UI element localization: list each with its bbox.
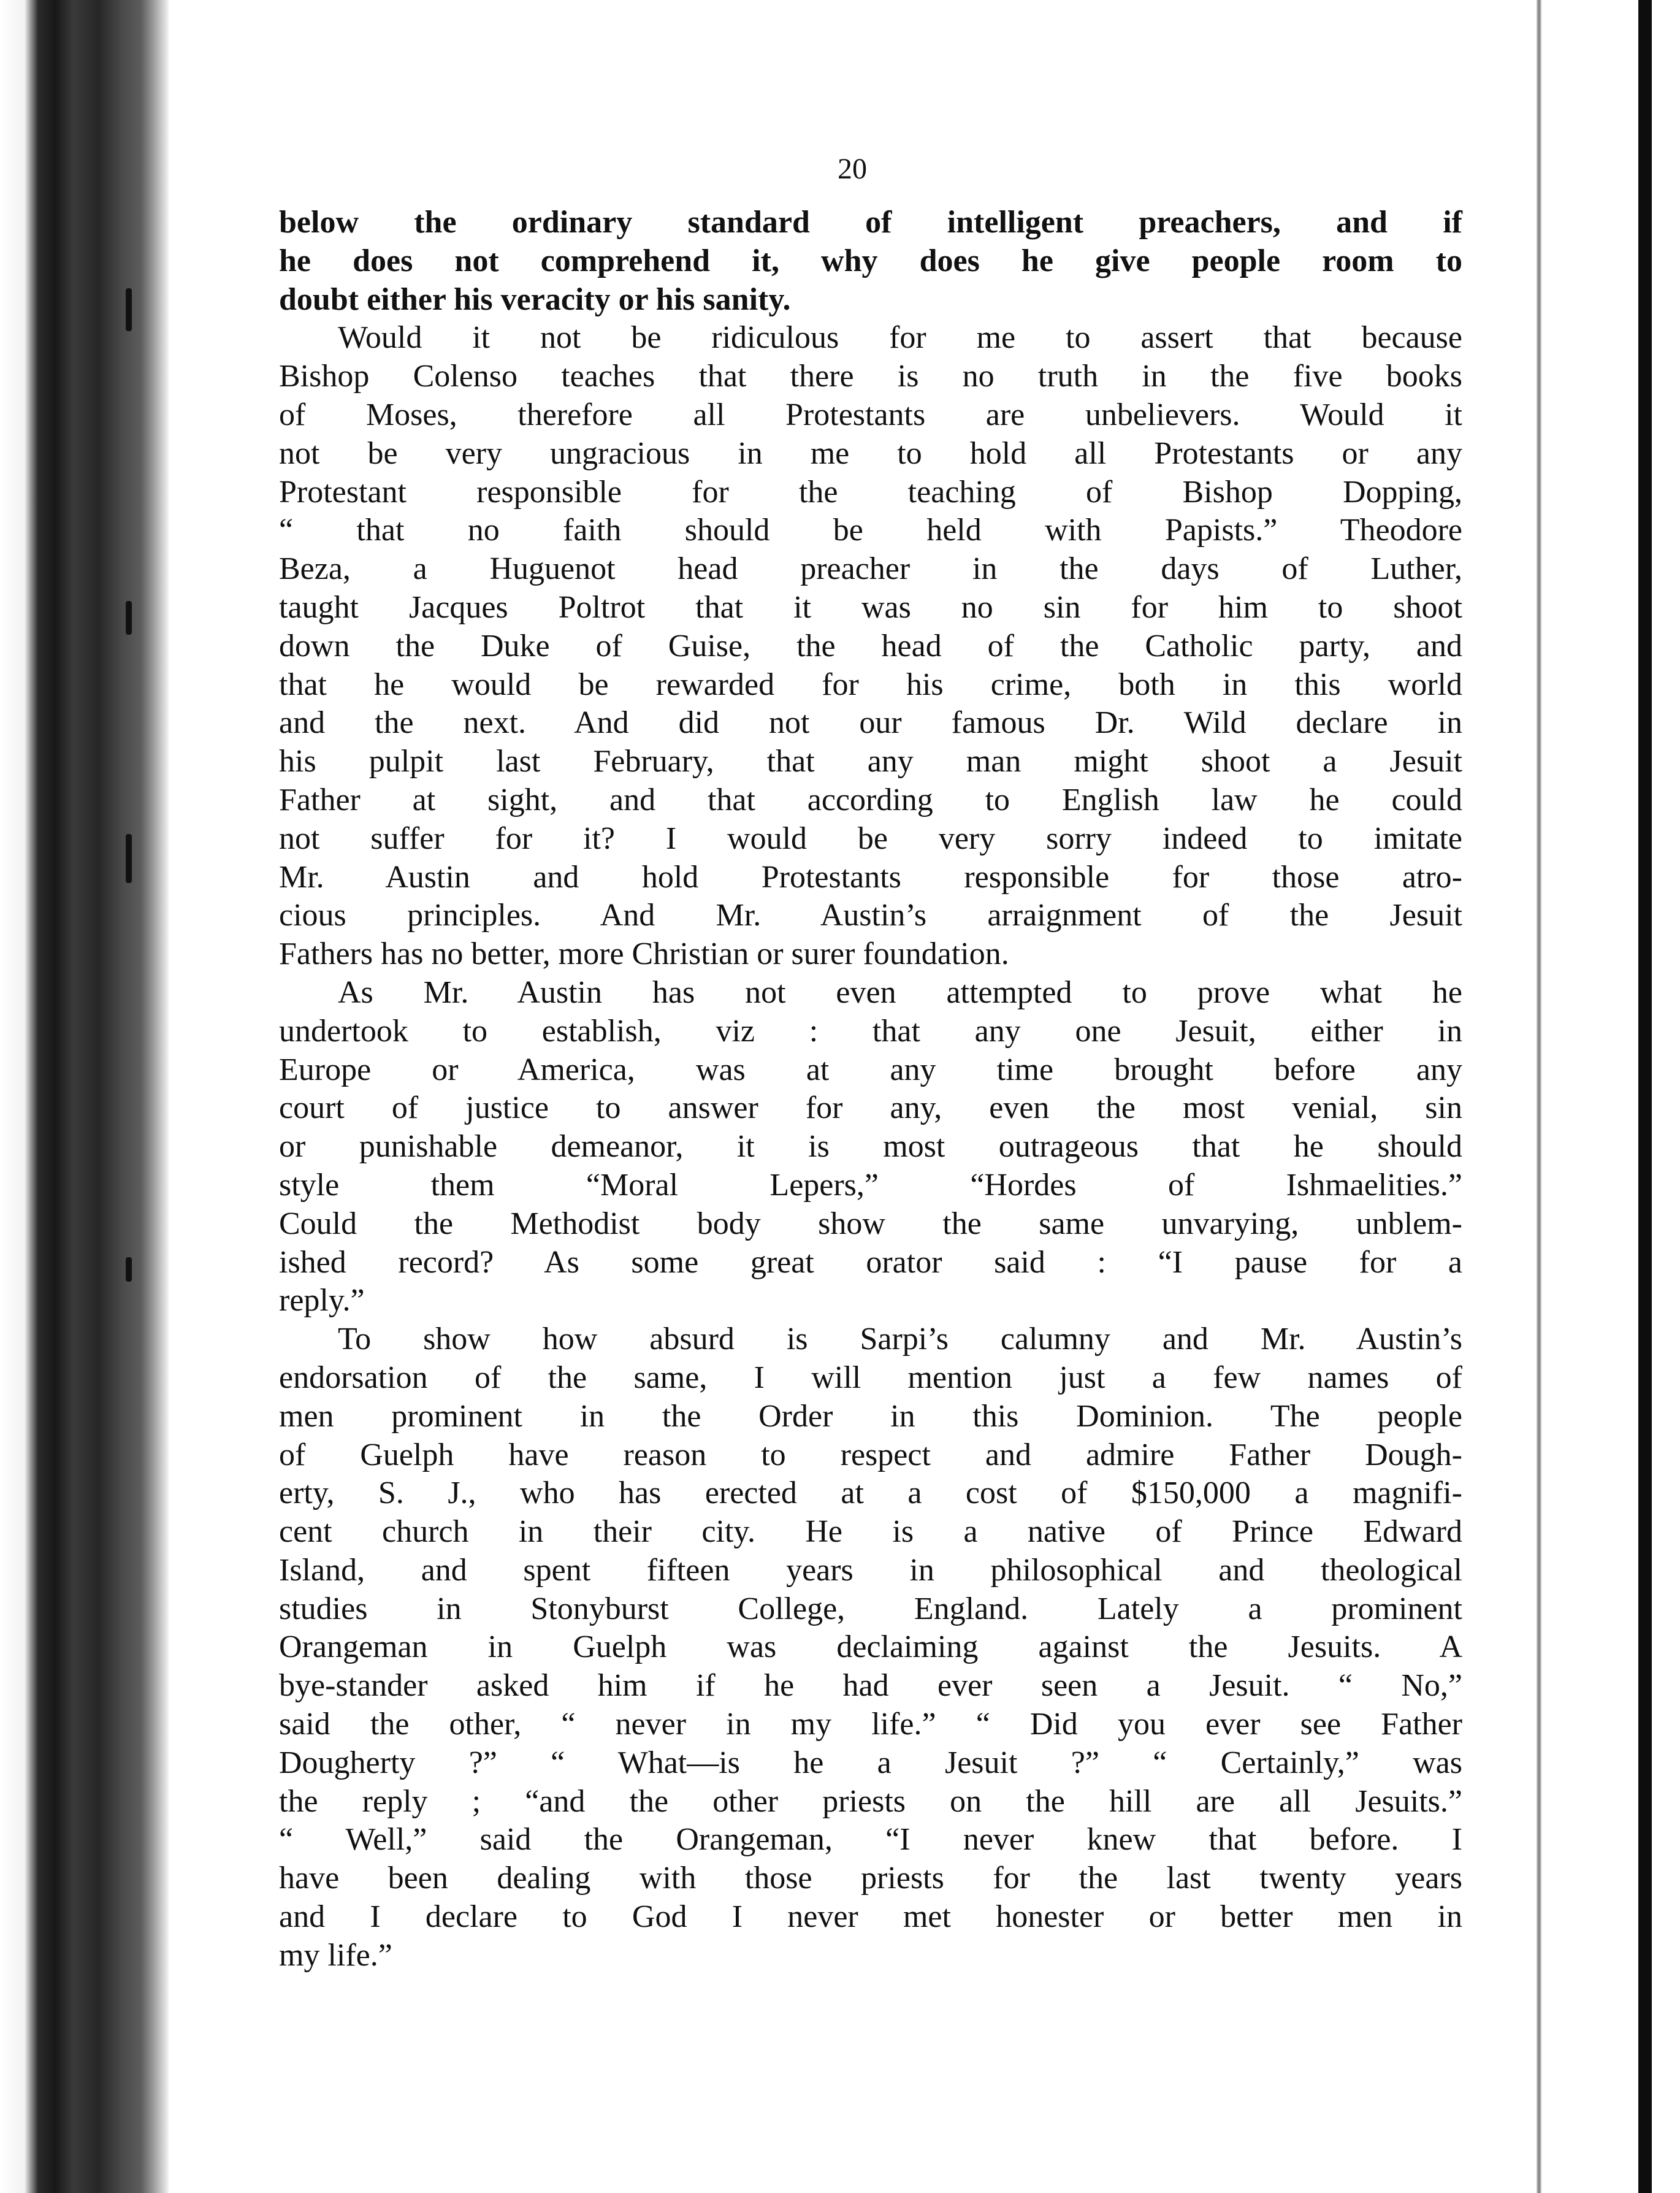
gutter-mark xyxy=(126,834,132,883)
text-line: that he would be rewarded for his crime, both in this world xyxy=(279,667,1462,702)
text-line: Mr. Austin and hold Protestants responsible for those atro- xyxy=(279,859,1462,895)
text-line: Island, and spent fifteen years in philosophical and theological xyxy=(279,1552,1462,1588)
gutter-mark xyxy=(126,288,132,331)
printed-page xyxy=(169,0,1536,2193)
text-line: below the ordinary standard of intelligent preachers, and if xyxy=(279,205,1462,240)
binding-gutter xyxy=(0,0,169,2193)
text-line: said the other, “ never in my life.” “ Did you ever see Father xyxy=(279,1707,1462,1742)
text-line: not be very ungracious in me to hold all Protestants or any xyxy=(279,435,1462,471)
text-line: endorsation of the same, I will mention just a few names of xyxy=(279,1360,1462,1395)
text-line: Europe or America, was at any time brought before any xyxy=(279,1052,1462,1087)
text-line: cious principles. And Mr. Austin’s arraignment of the Jesuit xyxy=(279,898,1462,933)
text-line: As Mr. Austin has not even attempted to prove what he xyxy=(338,974,1462,1010)
text-line: bye-stander asked him if he had ever seen a Jesuit. “ No,” xyxy=(279,1668,1462,1704)
text-line: Would it not be ridiculous for me to assert that because xyxy=(338,320,1462,356)
text-line: have been dealing with those priests for the last twenty years xyxy=(279,1861,1462,1896)
text-line: court of justice to answer for any, even the most venial, sin xyxy=(279,1090,1462,1126)
facing-leaf-edge xyxy=(1638,0,1652,2193)
text-line: reply.” xyxy=(279,1283,365,1318)
text-line: style them “Moral Lepers,” “Hordes of Ishmaelities.” xyxy=(279,1167,1462,1203)
text-line: Orangeman in Guelph was declaiming against the Jesuits. A xyxy=(279,1629,1462,1665)
text-line: he does not comprehend it, why does he give people room to xyxy=(279,243,1462,278)
text-line: or punishable demeanor, it is most outrageous that he should xyxy=(279,1129,1462,1165)
text-line: my life.” xyxy=(279,1937,392,1973)
text-line: Father at sight, and that according to English law he could xyxy=(279,782,1462,817)
text-line: of Moses, therefore all Protestants are unbelievers. Would it xyxy=(279,397,1462,432)
text-line: “ that no faith should be held with Papists.” Theodore xyxy=(279,513,1462,548)
text-line: Dougherty ?” “ What—is he a Jesuit ?” “ Certainly,” was xyxy=(279,1745,1462,1780)
page-edge-line xyxy=(1537,0,1541,2193)
text-line: Fathers has no better, more Christian or surer foundation. xyxy=(279,936,1009,972)
text-line: studies in Stonyburst College, England. Lately a prominent xyxy=(279,1591,1462,1626)
gutter-mark xyxy=(126,601,132,635)
text-line: his pulpit last February, that any man might shoot a Jesuit xyxy=(279,744,1462,779)
text-line: Bishop Colenso teaches that there is no truth in the five books xyxy=(279,359,1462,394)
text-line: ished record? As some great orator said : “I pause for a xyxy=(279,1244,1462,1280)
text-line: To show how absurd is Sarpi’s calumny and Mr. Austin’s xyxy=(338,1322,1462,1357)
text-line: and I declare to God I never met honester or better men in xyxy=(279,1899,1462,1935)
text-line: of Guelph have reason to respect and admire Father Dough- xyxy=(279,1437,1462,1472)
gutter-mark xyxy=(126,1257,132,1282)
text-line: Protestant responsible for the teaching of Bishop Dopping, xyxy=(279,474,1462,510)
text-line: doubt either his veracity or his sanity. xyxy=(279,281,791,317)
text-line: undertook to establish, viz : that any one Jesuit, either in xyxy=(279,1013,1462,1049)
page-number: 20 xyxy=(838,153,867,185)
text-line: cent church in their city. He is a native of Prince Edward xyxy=(279,1514,1462,1550)
text-line: Could the Methodist body show the same unvarying, unblem- xyxy=(279,1206,1462,1241)
text-line: not suffer for it? I would be very sorry indeed to imitate xyxy=(279,821,1462,856)
facing-leaf xyxy=(1542,0,1680,2193)
text-line: and the next. And did not our famous Dr. Wild declare in xyxy=(279,705,1462,741)
text-line: the reply ; “and the other priests on the hill are all Jesuits.” xyxy=(279,1783,1462,1819)
text-line: erty, S. J., who has erected at a cost of $150,000 a magnifi- xyxy=(279,1475,1462,1511)
text-line: taught Jacques Poltrot that it was no sin for him to shoot xyxy=(279,589,1462,625)
text-line: down the Duke of Guise, the head of the Catholic party, and xyxy=(279,628,1462,664)
text-line: Beza, a Huguenot head preacher in the days of Luther, xyxy=(279,551,1462,587)
text-line: men prominent in the Order in this Dominion. The people xyxy=(279,1398,1462,1434)
text-line: “ Well,” said the Orangeman, “I never knew that before. I xyxy=(279,1822,1462,1858)
body-text xyxy=(279,204,1462,1975)
